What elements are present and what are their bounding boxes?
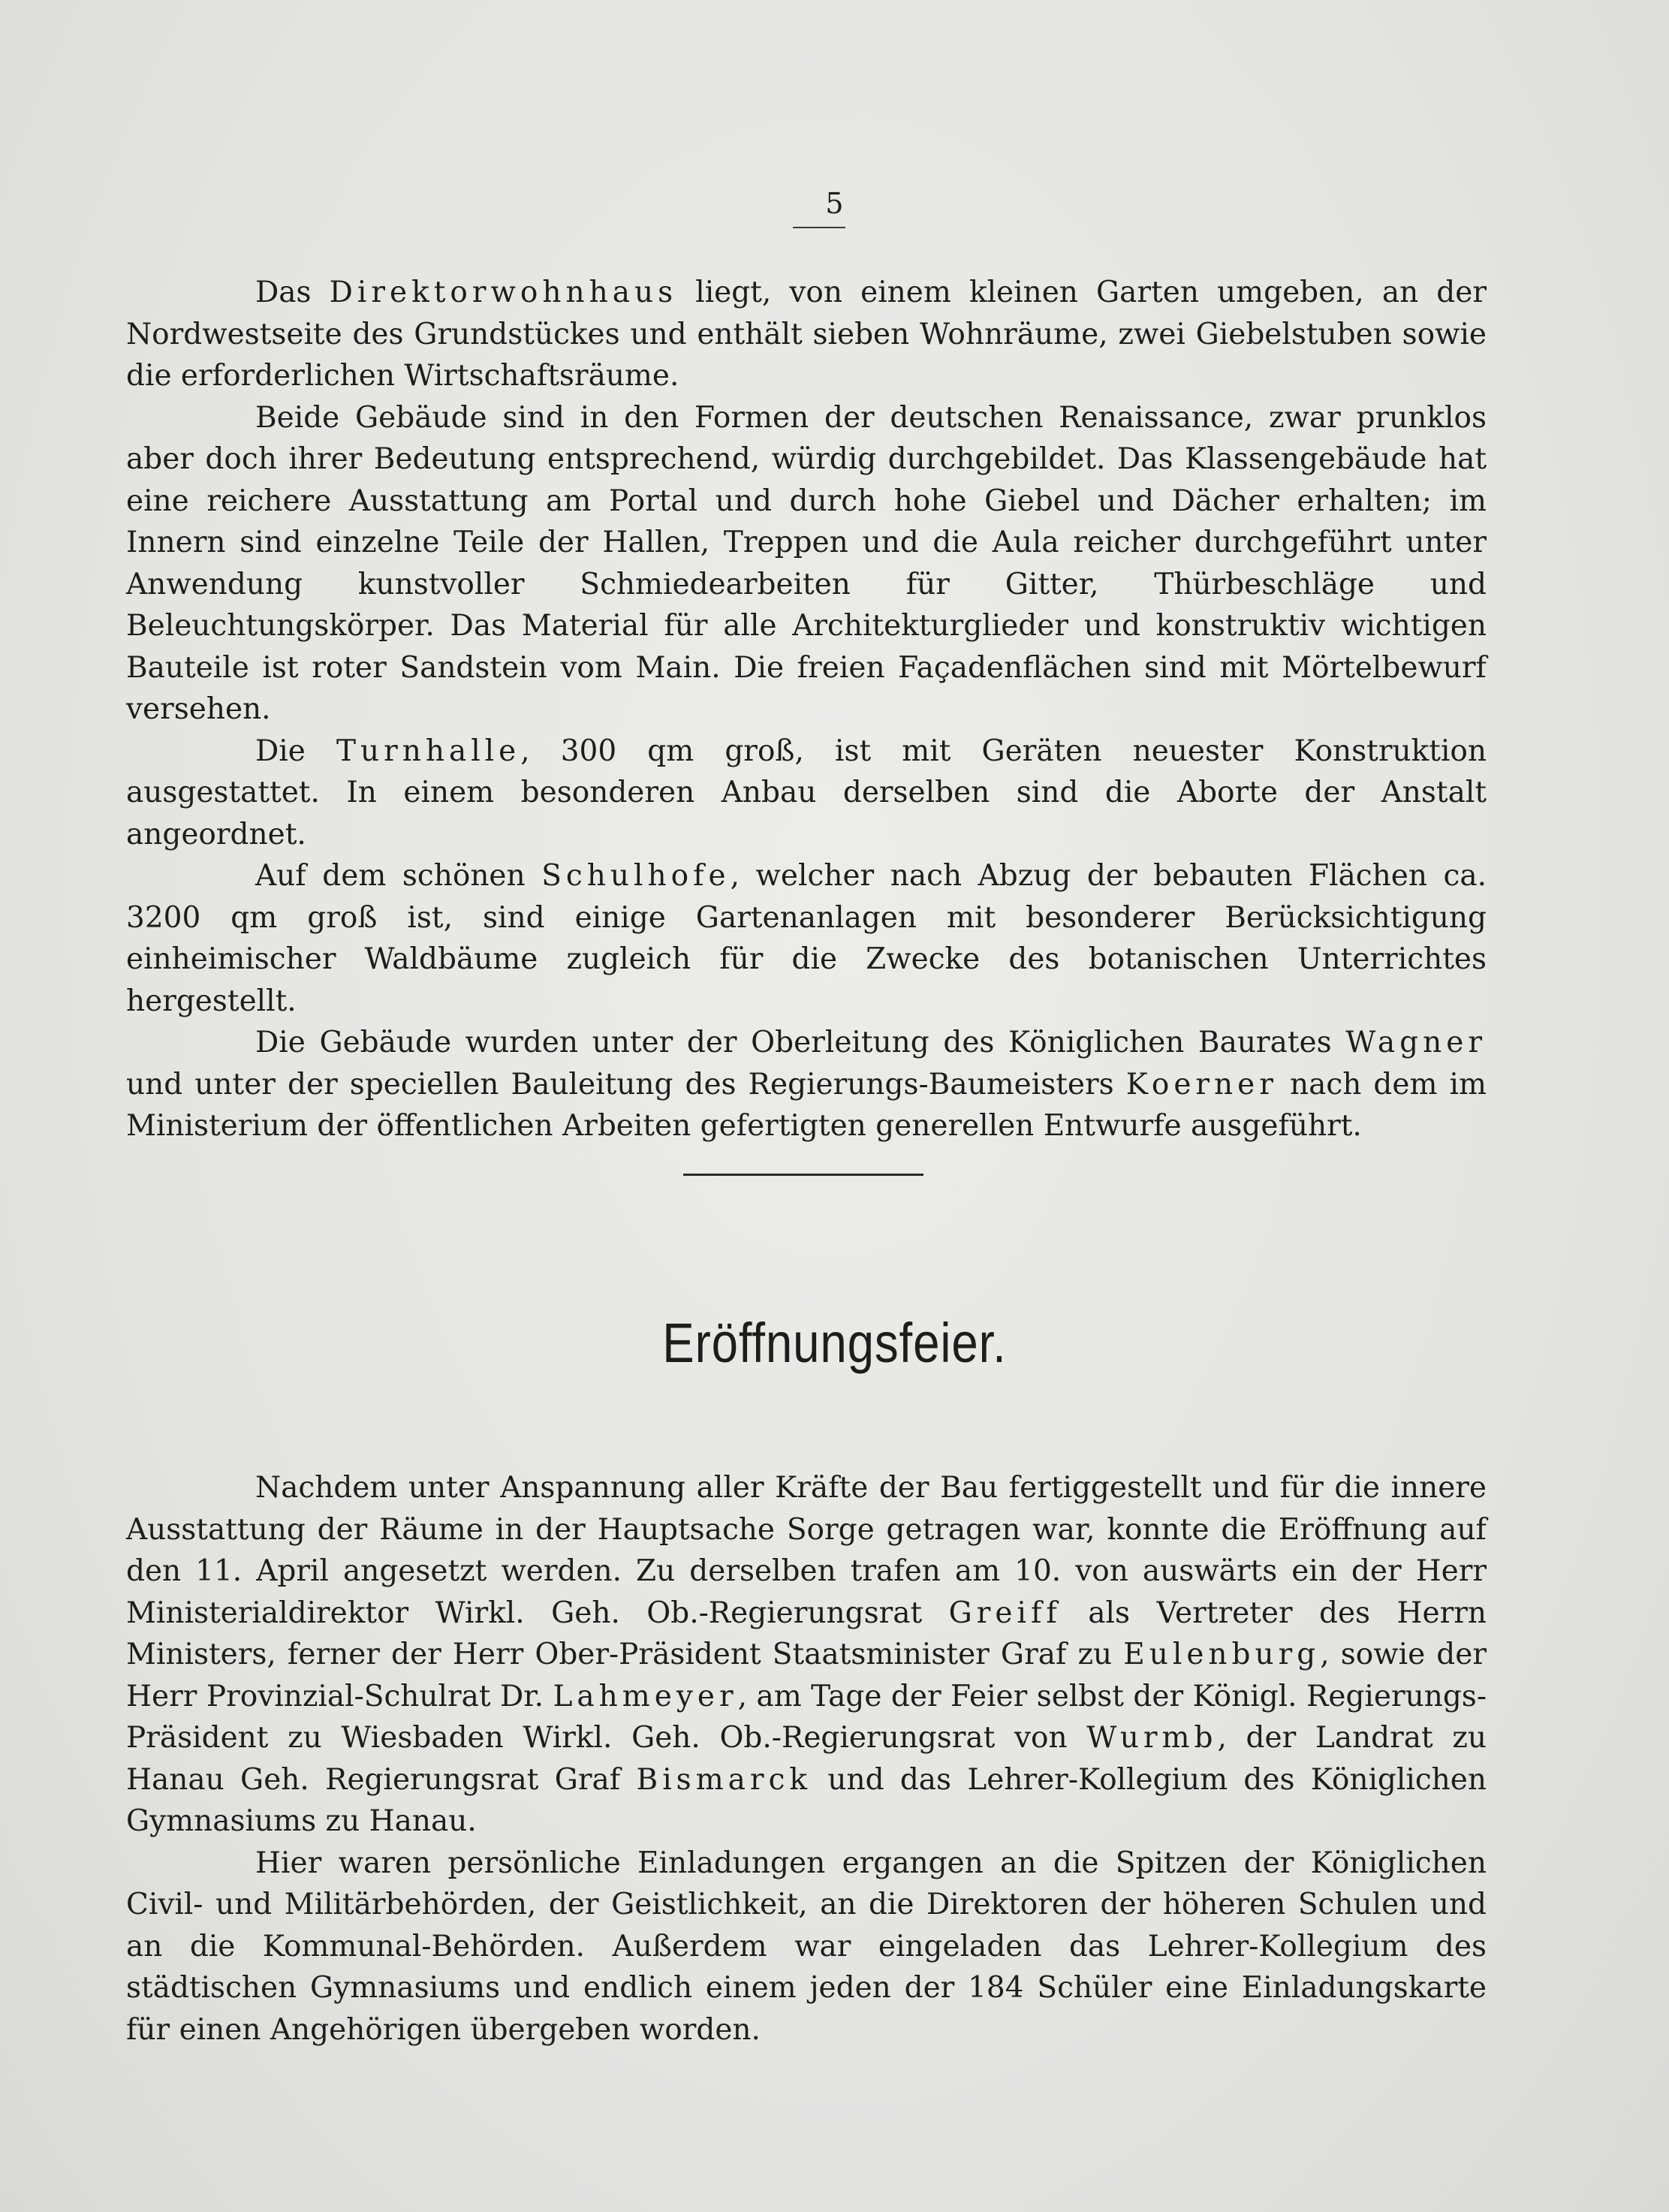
paragraph-schulhof	[126, 855, 1487, 1022]
paragraph-direktorwohnhaus	[126, 272, 1487, 397]
section-divider	[683, 1174, 923, 1176]
section-heading: Eröffnungsfeier.	[662, 1312, 1007, 1374]
text-run: , welcher nach Abzug der bebauten Flächen ca. 3200 qm groß ist, sind einige Gartenanlagen mit besonderer Berücksichtigung einheimischer Waldbäume zugleich für die Zwecke des botanischen Unterrichtes hergestellt.	[126, 859, 1487, 1018]
body-text-section-2	[126, 1467, 1487, 2051]
spaced-name: Eulenburg	[1123, 1638, 1321, 1671]
text-run: , 300 qm groß, ist mit Geräten neuester Konstruktion ausgestattet. In einem besonderen Anbau derselben sind die Aborte der Anstalt angeordnet.	[126, 734, 1487, 851]
spaced-name: Bismarck	[636, 1762, 812, 1797]
text-run: Nachdem unter Anspannung aller Kräfte der Bau fertiggestellt und für die innere Ausstattung der Räume in der Hauptsache Sorge getragen war, konnte die Eröffnung auf den 11. April angesetzt werden. Zu derselben trafen am 10. von auswärts ein der Herr Ministerialdirektor Wirkl. Geh. Ob.-Regierungsrat	[126, 1471, 1487, 1630]
paragraph-eroeffnung	[126, 1467, 1487, 1843]
spaced-name: Lahmeyer	[553, 1679, 738, 1713]
spaced-name: Koerner	[1125, 1067, 1278, 1101]
paragraph-turnhalle	[126, 731, 1487, 856]
spaced-name: Wagner	[1345, 1026, 1487, 1059]
text-run: , sowie der Herr Provinzial-Schulrat Dr.	[126, 1638, 1487, 1713]
text-run: , am Tage der Feier selbst der Königl. Regierungs-Präsident zu Wiesbaden Wirkl. Geh. Ob.-Regierungsrat von	[126, 1679, 1487, 1755]
paragraph-bauleitung	[126, 1022, 1487, 1147]
page-number: 5	[825, 187, 844, 220]
text-run: und das Lehrer-Kollegium des Königlichen Gymnasiums zu Hanau.	[126, 1762, 1487, 1838]
text-run: und unter der speciellen Bauleitung des Regierungs-Baumeisters	[126, 1067, 1126, 1101]
text-run: Die	[255, 734, 336, 768]
text-run: Auf dem schönen	[255, 859, 542, 893]
spaced-name: Wurmb	[1086, 1721, 1218, 1755]
spaced-term: Schulhofe	[541, 859, 731, 893]
text-run: Die Gebäude wurden unter der Oberleitung des Königlichen Baurates	[255, 1026, 1346, 1059]
spaced-term: Direktorwohnhaus	[329, 276, 678, 309]
spaced-name: Greiff	[948, 1596, 1062, 1630]
text-run: , der Landrat zu Hanau Geh. Regierungsrat Graf	[126, 1721, 1487, 1797]
paragraph-einladungen: Hier waren persönliche Einladungen ergangen an die Spitzen der Königlichen Civil- und Militärbehörden, der Geistlichkeit, an die Direktoren der höheren Schulen und an die Kommunal-Behörden. Außerdem war eingeladen das Lehrer-Kollegium des städtischen Gymnasiums und endlich einem jeden der 184 Schüler eine Einladungskarte für einen Angehörigen übergeben worden.	[126, 1846, 1487, 2047]
page-number-ornament	[793, 227, 845, 231]
spaced-term: Turnhalle	[336, 734, 521, 768]
paragraph-renaissance: Beide Gebäude sind in den Formen der deutschen Renaissance, zwar prunklos aber doch ihrer Bedeutung entsprechend, würdig durchgebildet. Das Klassengebäude hat eine reichere Ausstattung am Portal und durch hohe Giebel und Dächer erhalten; im Innern sind einzelne Teile der Hallen, Treppen und die Aula reicher durchgeführt unter Anwendung kunstvoller Schmiedearbeiten für Gitter, Thürbeschläge und Beleuchtungskörper. Das Material für alle Architekturglieder und konstruktiv wichtigen Bauteile ist roter Sandstein vom Main. Die freien Façadenflächen sind mit Mörtelbewurf versehen.	[126, 400, 1487, 726]
body-text-section-1	[126, 272, 1487, 1147]
text-run: nach dem im Ministerium der öffentlichen Arbeiten gefertigten generellen Entwurfe ausgeführt.	[126, 1067, 1487, 1143]
text-run: liegt, von einem kleinen Garten umgeben, an der Nordwestseite des Grundstückes und enthält sieben Wohnräume, zwei Giebelstuben sowie die erforderlichen Wirtschaftsräume.	[126, 276, 1487, 393]
text-run: als Vertreter des Herrn Ministers, ferner der Herr Ober-Präsident Staatsminister Graf zu	[126, 1596, 1487, 1671]
text-run: Das	[255, 276, 330, 309]
